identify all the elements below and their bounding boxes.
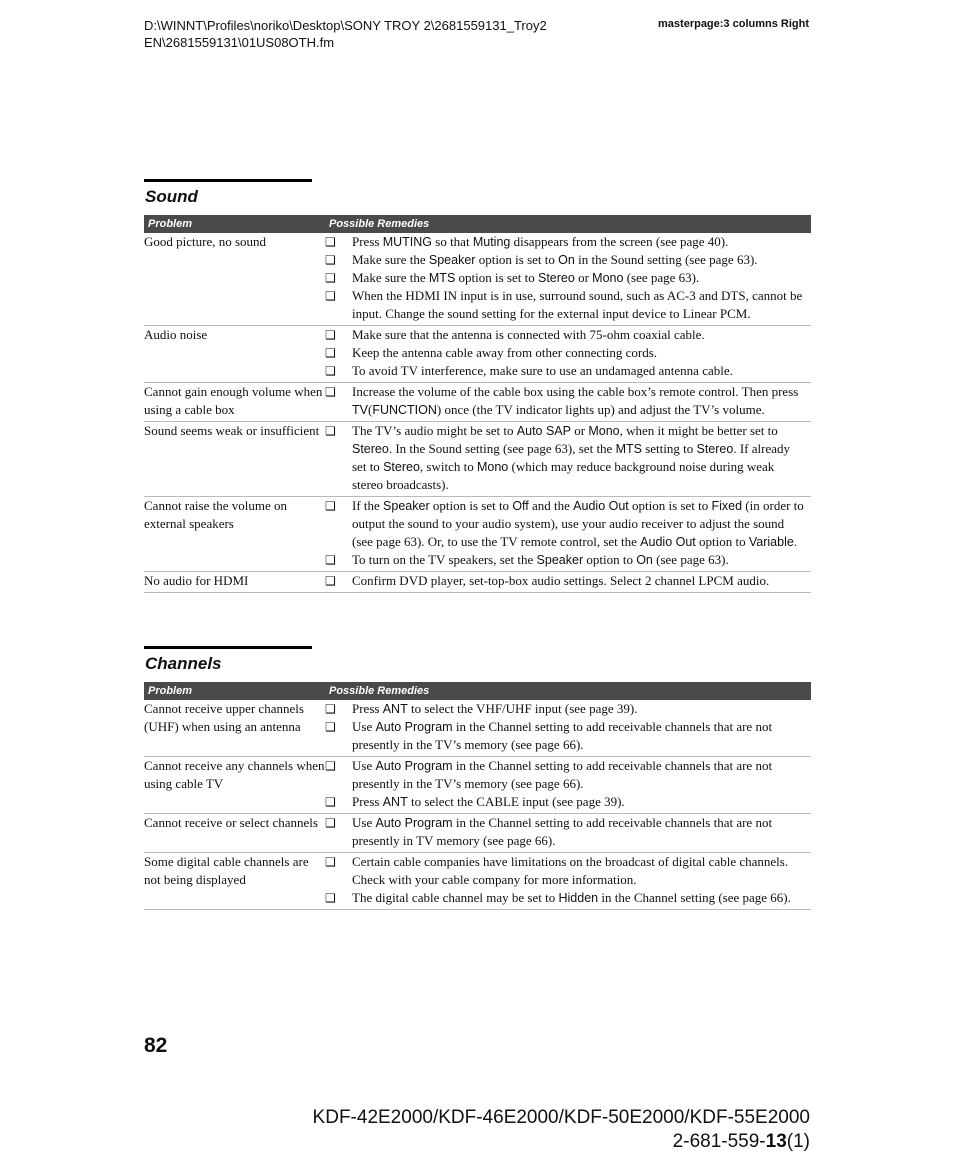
checkbox-bullet-icon: ❑: [325, 816, 336, 830]
page-number: 82: [144, 1034, 168, 1057]
checkbox-bullet-icon: ❑: [325, 759, 336, 773]
checkbox-bullet-icon: ❑: [325, 891, 336, 905]
table-row: [144, 700, 811, 757]
remedies-cell: [327, 814, 811, 850]
problem-cell: Some digital cable channels are not being displayed: [144, 854, 309, 887]
remedies-column-header: Possible Remedies: [329, 685, 430, 697]
remedy-text: When the HDMI IN input is in use, surround sound, such as AC-3 and DTS, cannot be input. Change the sound setting for the external input device to Linear PCM.: [352, 288, 803, 321]
table-row: [144, 757, 811, 814]
section-rule: [144, 179, 312, 182]
remedy-item: [327, 853, 811, 889]
channels-section: [144, 646, 811, 910]
checkbox-bullet-icon: ❑: [325, 499, 336, 513]
remedies-column-header: Possible Remedies: [329, 218, 430, 230]
remedy-text: Make sure the Speaker option is set to On in the Sound setting (see page 63).: [352, 252, 758, 267]
checkbox-bullet-icon: ❑: [325, 364, 336, 378]
checkbox-bullet-icon: ❑: [325, 289, 336, 303]
remedy-item: [327, 362, 811, 380]
remedy-text: Keep the antenna cable away from other connecting cords.: [352, 345, 658, 360]
file-path-line-1: D:\WINNT\Profiles\noriko\Desktop\SONY TROY 2\2681559131_Troy2: [144, 18, 547, 33]
remedies-cell: [327, 326, 811, 380]
model-numbers: KDF-42E2000/KDF-46E2000/KDF-50E2000/KDF-55E2000: [312, 1107, 810, 1128]
problem-cell: Cannot receive upper channels (UHF) when using an antenna: [144, 701, 304, 734]
problem-cell: Cannot gain enough volume when using a cable box: [144, 384, 323, 417]
table-row: [144, 326, 811, 383]
document-code: [313, 1130, 810, 1154]
sound-section: [144, 179, 811, 593]
problem-cell: No audio for HDMI: [144, 573, 249, 588]
problem-cell: Audio noise: [144, 327, 208, 342]
section-title: Channels: [145, 654, 222, 673]
remedies-cell: [327, 572, 811, 590]
remedy-item: [327, 889, 811, 907]
masterpage-label: masterpage:3 columns Right: [658, 18, 809, 30]
channels-table-body: [144, 700, 811, 910]
remedy-item: [327, 497, 811, 551]
checkbox-bullet-icon: ❑: [325, 424, 336, 438]
remedy-text: The TV’s audio might be set to Auto SAP or Mono, when it might be better set to Stereo. In the Sound setting (see page 63), set the MTS setting to Stereo. If already set to Stereo, switch to Mono (which may reduce background noise during weak stereo broadcasts).: [352, 423, 791, 492]
table-row: [144, 497, 811, 572]
table-header: [144, 215, 811, 233]
section-title: Sound: [145, 187, 198, 206]
checkbox-bullet-icon: ❑: [325, 346, 336, 360]
remedy-text: Make sure the MTS option is set to Stereo or Mono (see page 63).: [352, 270, 700, 285]
file-path-header: [144, 17, 547, 51]
checkbox-bullet-icon: ❑: [325, 855, 336, 869]
remedy-item: [327, 269, 811, 287]
checkbox-bullet-icon: ❑: [325, 253, 336, 267]
section-rule: [144, 646, 312, 649]
problem-cell: Cannot receive any channels when using cable TV: [144, 758, 325, 791]
remedy-item: [327, 700, 811, 718]
remedy-item: [327, 718, 811, 754]
code-suffix: (1): [786, 1131, 810, 1152]
table-row: [144, 383, 811, 422]
checkbox-bullet-icon: ❑: [325, 702, 336, 716]
footer: [313, 1106, 810, 1154]
remedies-cell: [327, 233, 811, 323]
problem-cell: Good picture, no sound: [144, 234, 267, 249]
remedies-cell: [327, 497, 811, 569]
remedy-item: [327, 287, 811, 323]
remedy-text: Press MUTING so that Muting disappears from the screen (see page 40).: [352, 234, 729, 249]
remedy-item: [327, 572, 811, 590]
remedies-cell: [327, 700, 811, 754]
problem-cell: Cannot receive or select channels: [144, 815, 318, 830]
table-row: [144, 814, 811, 853]
remedy-item: [327, 383, 811, 419]
remedy-item: [327, 551, 811, 569]
remedy-item: [327, 757, 811, 793]
remedies-cell: [327, 383, 811, 419]
remedy-item: [327, 793, 811, 811]
remedy-text: Press ANT to select the VHF/UHF input (see page 39).: [352, 701, 638, 716]
remedy-text: Confirm DVD player, set-top-box audio settings. Select 2 channel LPCM audio.: [352, 573, 770, 588]
checkbox-bullet-icon: ❑: [325, 553, 336, 567]
checkbox-bullet-icon: ❑: [325, 271, 336, 285]
remedy-text: Use Auto Program in the Channel setting to add receivable channels that are not presently in the TV’s memory (see page 66).: [352, 719, 773, 752]
problem-cell: Sound seems weak or insufficient: [144, 423, 320, 438]
remedy-text: Make sure that the antenna is connected with 75-ohm coaxial cable.: [352, 327, 705, 342]
remedy-text: The digital cable channel may be set to Hidden in the Channel setting (see page 66).: [352, 890, 791, 905]
sound-table-body: [144, 233, 811, 593]
remedy-text: To avoid TV interference, make sure to use an undamaged antenna cable.: [352, 363, 733, 378]
table-row: [144, 572, 811, 593]
code-revision: 13: [765, 1131, 787, 1152]
remedy-item: [327, 233, 811, 251]
checkbox-bullet-icon: ❑: [325, 795, 336, 809]
remedy-text: To turn on the TV speakers, set the Speaker option to On (see page 63).: [352, 552, 729, 567]
checkbox-bullet-icon: ❑: [325, 328, 336, 342]
table-row: [144, 422, 811, 497]
checkbox-bullet-icon: ❑: [325, 235, 336, 249]
remedies-cell: [327, 757, 811, 811]
problem-column-header: Problem: [148, 218, 193, 230]
code-prefix: 2-681-559-: [672, 1131, 766, 1152]
remedy-item: [327, 251, 811, 269]
remedy-item: [327, 814, 811, 850]
remedy-text: Use Auto Program in the Channel setting to add receivable channels that are not presently in the TV’s memory (see page 66).: [352, 758, 773, 791]
remedy-item: [327, 422, 811, 494]
problem-column-header: Problem: [148, 685, 193, 697]
table-header: [144, 682, 811, 700]
checkbox-bullet-icon: ❑: [325, 385, 336, 399]
remedies-cell: [327, 853, 811, 907]
checkbox-bullet-icon: ❑: [325, 574, 336, 588]
remedy-text: Use Auto Program in the Channel setting to add receivable channels that are not presently in TV memory (see page 66).: [352, 815, 773, 848]
remedy-text: Increase the volume of the cable box using the cable box’s remote control. Then press TV(FUNCTION) once (the TV indicator lights up) and adjust the TV’s volume.: [352, 384, 799, 417]
file-path-line-2: EN\2681559131\01US08OTH.fm: [144, 35, 335, 50]
problem-cell: Cannot raise the volume on external speakers: [144, 498, 287, 531]
remedy-text: Press ANT to select the CABLE input (see page 39).: [352, 794, 625, 809]
remedies-cell: [327, 422, 811, 494]
checkbox-bullet-icon: ❑: [325, 720, 336, 734]
table-row: [144, 233, 811, 326]
remedy-item: [327, 344, 811, 362]
remedy-text: If the Speaker option is set to Off and the Audio Out option is set to Fixed (in order to output the sound to your audio system), use your audio receiver to adjust the sound (see page 63). Or, to use the TV remote control, set the Audio Out option to Variable.: [352, 498, 804, 549]
remedy-item: [327, 326, 811, 344]
table-row: [144, 853, 811, 910]
remedy-text: Certain cable companies have limitations on the broadcast of digital cable channels. Check with your cable company for more information.: [352, 854, 789, 887]
